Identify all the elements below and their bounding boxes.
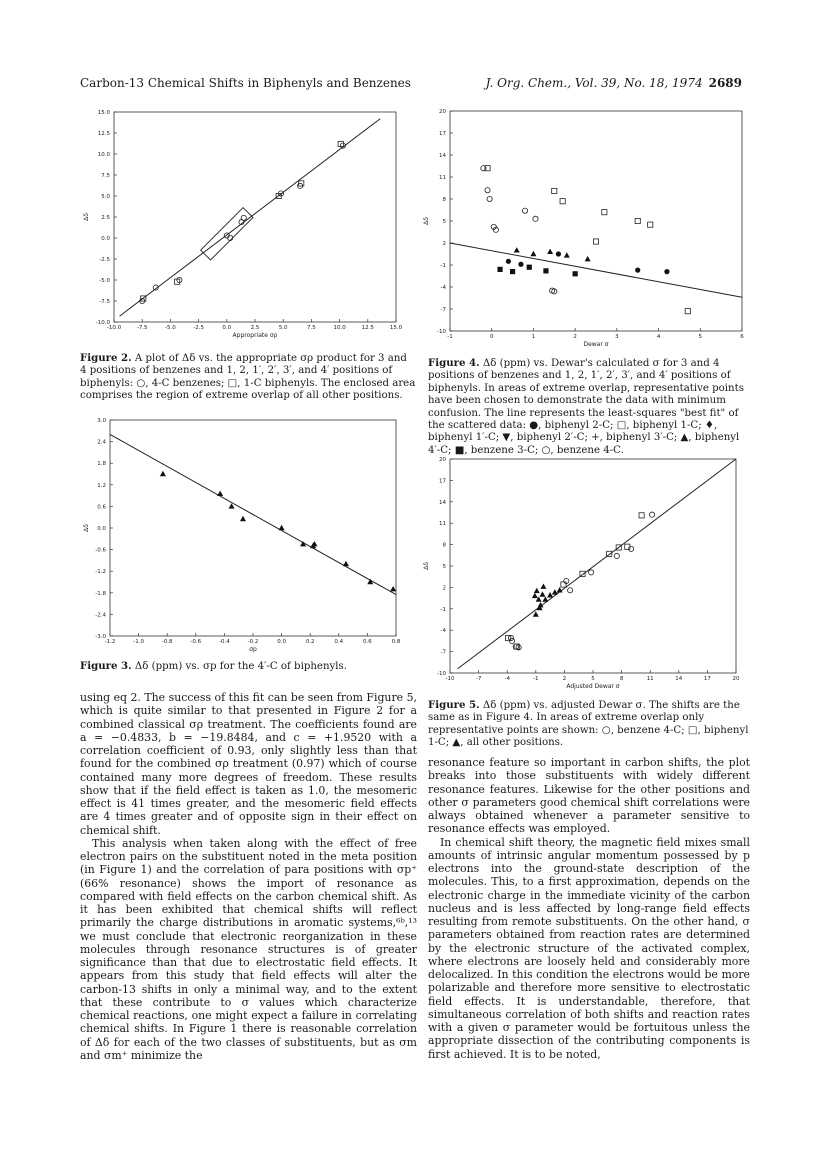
y-tick-label: -3.0	[95, 634, 106, 640]
figure-2-caption	[80, 352, 416, 403]
y-tick-label: 14	[439, 153, 446, 159]
x-tick-label: -7.5	[136, 325, 148, 331]
data-point-triangle	[217, 491, 223, 496]
y-tick-label: 20	[439, 109, 446, 115]
y-axis-label: Δδ	[83, 524, 90, 532]
y-tick-label: -4	[440, 628, 446, 635]
x-tick-label: -0.2	[247, 639, 259, 645]
data-point-square	[639, 513, 644, 518]
figure-5-plot	[420, 455, 750, 697]
data-point-triangle	[160, 471, 166, 476]
data-point-triangle	[311, 541, 317, 546]
x-tick-label: 5.0	[278, 325, 288, 331]
data-point-triangle	[533, 611, 539, 616]
x-tick-label: 0.2	[305, 639, 315, 645]
y-tick-label: -10	[437, 671, 446, 677]
y-tick-label: 8	[442, 197, 446, 203]
journal-citation: J. Org. Chem., Vol. 39, No. 18, 1974	[485, 76, 703, 90]
data-point-square	[560, 199, 565, 204]
y-axis-label: Δδ	[83, 213, 90, 221]
y-tick-label: -1.2	[95, 569, 106, 576]
data-point-triangle	[564, 252, 570, 257]
data-point-triangle	[343, 561, 349, 566]
y-tick-label: -10.0	[95, 320, 110, 326]
y-tick-label: 2.4	[97, 439, 106, 446]
figure-3-plot	[80, 412, 416, 654]
left-column-text	[80, 691, 417, 1062]
data-point-circle	[614, 553, 619, 558]
x-tick-label: 10.0	[333, 325, 346, 331]
data-point-circle	[522, 208, 527, 213]
data-point-circle	[568, 588, 573, 593]
figure-5-caption-text: Δδ (ppm) vs. adjusted Dewar σ. The shifts are the same as in Figure 4. In areas of extreme overlap only representative points are shown: ○, benzene 4-C; □, biphenyl 1-C; ▲, all other positions.	[428, 700, 749, 749]
x-tick-label: 0.0	[277, 639, 286, 645]
y-tick-label: -7	[440, 649, 446, 656]
x-tick-label: 17	[703, 676, 711, 682]
data-point-circle	[650, 512, 655, 517]
x-tick-label: 3	[615, 334, 619, 340]
x-axis-label: Appropriate σρ	[232, 332, 278, 339]
x-tick-label: 11	[646, 676, 654, 682]
data-points	[481, 166, 691, 314]
data-point-dot	[518, 262, 523, 267]
x-tick-label: -1.0	[133, 639, 144, 645]
x-tick-label: 2.5	[250, 325, 260, 331]
paragraph: resonance feature so important in carbon shifts, the plot breaks into those substituents with widely different resonance features. Likewise for the other positions and other σ parameters good chemical shift correlations were always obtained whenever a parameter sensitive to resonance effects was employed.	[428, 756, 750, 836]
x-tick-label: -7	[475, 676, 482, 682]
figure-5-label: Figure 5.	[428, 699, 480, 711]
figure-4-label: Figure 4.	[428, 357, 480, 369]
y-tick-label: 11	[439, 175, 446, 181]
data-point-triangle	[530, 251, 536, 256]
x-tick-label: 2	[573, 334, 577, 340]
data-point-triangle	[514, 247, 520, 252]
fit-line	[458, 459, 736, 669]
figure-4-caption-text: Δδ (ppm) vs. Dewar's calculated σ for 3 and 4 positions of benzenes and 1, 2, 1′, 2′, 3′, and 4′ positions of biphenyls. In areas of extreme overlap, representative points have been chosen to demonstrate the data with minimum confusion. The line represents the least-squares "best fit" of the scattered data: ●, biphenyl 2-C; □, biphenyl 1-C; ♦, biphenyl 1′-C; ▼, biphenyl 2′-C; +, biphenyl 3′-C; ▲, biphenyl 4′-C; ■, benzene 3-C; ○, benzene 4-C.	[428, 358, 744, 456]
paragraph: In chemical shift theory, the magnetic field mixes small amounts of intrinsic angular momentum possessed by p electrons into the ground-state description of the molecules. This, to a first approximation, depends on the electronic charge in the immediate vicinity of the carbon nucleus and is less affected by long-range field effects resulting from remote substituents. On the other hand, σ parameters obtained from reaction rates are determined by the electronic structure of the activated complex, where electrons are loosely held and considerably more delocalized. In this condition the electrons would be more polarizable and therefore more sensitive to electrostatic field effects. It is understandable, therefore, that simultaneous correlation of both shifts and reaction rates with a given σ parameter would be fortuitous unless the appropriate dissection of the contributing components is first achieved. It is to be noted,	[428, 835, 750, 1061]
data-point-filled-square	[527, 265, 532, 270]
y-tick-label: 20	[439, 457, 446, 463]
data-point-dot	[506, 259, 511, 264]
figure-3-label: Figure 3.	[80, 660, 132, 672]
data-point-square	[602, 210, 607, 215]
x-tick-label: -0.8	[161, 639, 173, 645]
figure-3-caption-text: Δδ (ppm) vs. σp for the 4′-C of biphenyls.	[134, 661, 347, 672]
x-tick-label: -2.5	[193, 325, 204, 331]
figure-2-label: Figure 2.	[80, 352, 132, 364]
data-point-triangle	[539, 591, 545, 596]
x-tick-label: -0.4	[219, 639, 230, 645]
y-tick-label: 11	[439, 521, 446, 528]
y-tick-label: 2.5	[101, 215, 110, 221]
data-point-circle	[241, 215, 246, 220]
data-point-dot	[556, 251, 561, 256]
x-axis-label: σp	[249, 646, 257, 653]
data-point-triangle	[532, 593, 538, 598]
x-tick-label: 15.0	[389, 325, 403, 331]
data-point-triangle	[534, 588, 540, 593]
plot-frame	[110, 420, 396, 636]
y-tick-label: 8	[442, 542, 446, 549]
x-tick-label: -1	[533, 676, 539, 682]
y-tick-label: -7.5	[99, 299, 110, 305]
x-tick-label: 1	[531, 334, 536, 340]
x-tick-label: 20	[732, 676, 740, 682]
data-point-square	[593, 239, 598, 244]
fit-line	[450, 243, 742, 297]
y-tick-label: 5.0	[101, 194, 110, 200]
figure-4-plot	[420, 105, 750, 357]
y-tick-label: 15.0	[97, 110, 110, 116]
figure-5	[420, 455, 750, 697]
x-tick-label: -1	[447, 334, 453, 340]
x-tick-label: 6	[740, 334, 744, 340]
data-point-square	[561, 582, 566, 587]
data-point-filled-square	[497, 267, 502, 272]
right-column-text	[428, 756, 750, 1061]
y-tick-label: -7	[440, 307, 446, 313]
y-tick-label: -1	[440, 606, 446, 613]
x-tick-label: -0.6	[190, 639, 202, 645]
x-axis-label: Dewar σ	[583, 341, 609, 348]
y-tick-label: -10	[437, 329, 446, 335]
running-header-title: Carbon-13 Chemical Shifts in Biphenyls and Benzenes	[80, 76, 411, 90]
data-points	[160, 471, 396, 592]
figure-2	[80, 104, 416, 348]
y-axis-label: Δδ	[423, 217, 430, 225]
y-tick-label: 14	[439, 499, 446, 506]
x-axis-label: Adjusted Dewar σ	[566, 683, 620, 690]
x-tick-label: -10.0	[106, 325, 122, 331]
y-tick-label: 0.6	[97, 504, 106, 511]
data-point-triangle	[390, 586, 396, 591]
y-tick-label: 0.0	[97, 526, 106, 532]
data-point-dot	[635, 268, 640, 273]
y-tick-label: 0.0	[101, 236, 110, 242]
x-tick-label: 0.6	[363, 639, 372, 645]
y-tick-label: 17	[439, 131, 446, 137]
figure-3	[80, 412, 416, 654]
figure-2-caption-text: A plot of Δδ vs. the appropriate σρ product for 3 and 4 positions of benzenes and 1, 2, 1′, 2′, 3′, and 4′ positions of biphenyls: ○, 4-C benzenes; □, 1-C biphenyls. The enclosed area comprises the region of extreme overlap of all other positions.	[80, 353, 416, 402]
data-point-filled-square	[543, 268, 548, 273]
y-tick-label: 10.0	[97, 152, 110, 158]
y-tick-label: 1.8	[97, 461, 106, 468]
x-tick-label: -10	[445, 676, 455, 682]
figure-2-plot	[80, 104, 416, 348]
data-point-circle	[588, 570, 593, 575]
x-tick-label: 8	[619, 676, 624, 682]
paragraph: This analysis when taken along with the effect of free electron pairs on the substituent noted in the meta position (in Figure 1) and the correlation of para positions with σp⁺ (66% resonance) shows the import of resonance as compared with field effects on the carbon chemical shift. As it has been exhibited that chemical shifts will reflect primarily the charge distributions in aromatic systems,⁶ᵇ,¹³ we must conclude that electronic reorganization in these molecules through resonance structures is of greater significance than that due to electrostatic field effects. It appears from this study that field effects will alter the carbon-13 shifts in only a minimal way, and to the extent that these contribute to σ values which characterize chemical reactions, one might expect a failure in correlating chemical shifts. In Figure 1 there is reasonable correlation of Δδ for each of the two classes of substituents, but as σm and σm⁺ minimize the	[80, 836, 417, 1062]
x-tick-label: 14	[675, 676, 683, 682]
data-point-triangle	[240, 516, 246, 521]
figure-4-caption	[428, 357, 750, 457]
x-tick-label: -5.0	[165, 325, 176, 331]
data-point-dot	[664, 269, 669, 274]
y-tick-label: -0.6	[95, 547, 106, 554]
x-tick-label: 7.5	[307, 325, 316, 331]
plot-frame	[450, 111, 742, 331]
data-point-filled-square	[510, 269, 515, 274]
data-point-circle	[485, 188, 490, 193]
data-point-triangle	[547, 249, 553, 254]
figure-3-caption	[80, 660, 416, 673]
y-tick-label: 7.5	[101, 173, 110, 179]
data-point-triangle	[279, 525, 285, 530]
y-tick-label: -2.5	[99, 257, 110, 263]
y-tick-label: 2	[442, 585, 446, 592]
x-tick-label: 0.0	[222, 325, 232, 331]
x-tick-label: 12.5	[361, 325, 374, 331]
figure-4	[420, 105, 750, 357]
data-point-triangle	[585, 256, 591, 261]
x-tick-label: 0	[489, 334, 494, 340]
data-point-triangle	[547, 592, 553, 597]
y-tick-label: 2	[442, 241, 446, 247]
y-tick-label: 17	[439, 478, 446, 485]
fit-line	[110, 434, 396, 594]
figure-5-caption	[428, 699, 750, 750]
data-point-filled-square	[573, 271, 578, 276]
data-points	[506, 512, 655, 650]
x-tick-label: 5	[591, 676, 595, 682]
y-tick-label: 5	[442, 219, 446, 225]
data-point-circle	[533, 216, 538, 221]
y-tick-label: -1	[440, 263, 446, 269]
data-point-square	[552, 188, 557, 193]
x-tick-label: -4	[504, 676, 510, 682]
page-number: 2689	[708, 76, 742, 90]
x-tick-label: 5	[698, 334, 703, 340]
data-point-square	[648, 222, 653, 227]
y-tick-label: 12.5	[97, 131, 110, 137]
y-tick-label: -1.8	[95, 590, 106, 597]
y-tick-label: 3.0	[97, 418, 106, 424]
y-tick-label: -5.0	[99, 278, 110, 284]
paragraph: using eq 2. The success of this fit can be seen from Figure 5, which is quite similar to that presented in Figure 2 for a combined classical σρ treatment. The coefficients found are a = −0.4833, b = −19.8484, and c = +1.9520 with a correlation coefficient of 0.93, only slightly less than that found for the combined σρ treatment (0.97) which of course contained many more degrees of freedom. These results show that if the field effect is taken as 1.0, the mesomeric effect is 41 times greater, and the mesomeric field effects are 4 times greater and of opposite sign in their effect on chemical shift.	[80, 691, 417, 837]
x-tick-label: 0.8	[391, 639, 401, 645]
data-point-square	[685, 309, 690, 314]
y-tick-label: -4	[440, 285, 446, 291]
y-tick-label: -2.4	[95, 612, 106, 619]
data-point-triangle	[540, 583, 546, 588]
y-axis-label: Δδ	[423, 562, 430, 570]
data-point-square	[635, 218, 640, 223]
x-tick-label: 0.4	[334, 639, 344, 645]
y-tick-label: 5	[442, 564, 446, 570]
running-header-journal	[486, 76, 742, 90]
x-tick-label: 4	[656, 334, 661, 340]
x-tick-label: -1.2	[104, 639, 116, 645]
fit-line	[120, 119, 381, 316]
x-tick-label: 2	[562, 676, 567, 682]
data-point-circle	[629, 546, 634, 551]
data-point-circle	[487, 196, 492, 201]
y-tick-label: 1.2	[97, 482, 106, 489]
